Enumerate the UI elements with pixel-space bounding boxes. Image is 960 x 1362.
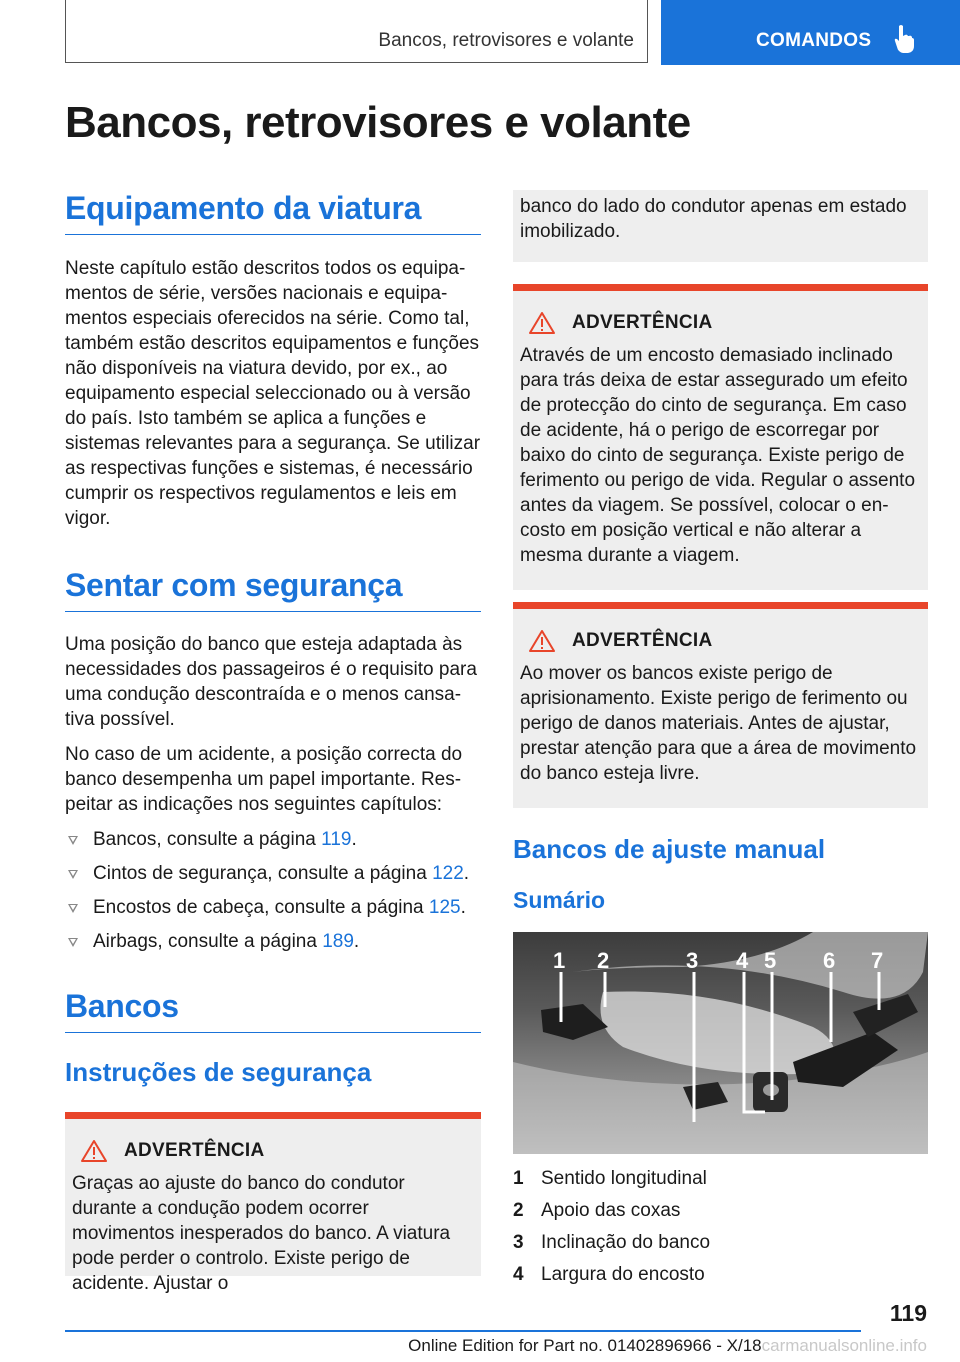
callout-label-2: 2 [597,948,610,973]
list-item: Airbags, consulte a página 189. [65,929,481,954]
header-tab-label: COMANDOS [756,30,872,51]
list-item: Encostos de cabeça, consulte a página 125. [65,895,481,920]
list-item: Bancos, consulte a página 119. [65,827,481,852]
header-section-box [65,0,648,63]
footer [0,1336,927,1356]
triangle-bullet-icon [68,836,78,845]
left-column [65,190,481,1294]
callout-legend [513,1166,928,1287]
chapter-references [65,827,481,954]
warning-title: ADVERTÊNCIA [124,1140,265,1161]
warning-box-1-continued [513,190,928,262]
triangle-bullet-icon [68,870,78,879]
seat-photo-illustration [513,932,928,1154]
warning-box-2 [513,284,928,590]
heading-equipment: Equipamento da viatura [65,190,481,235]
page-title: Bancos, retrovisores e volante [65,98,691,147]
callout-label-6: 6 [823,948,836,973]
callout-label-4: 4 [736,948,749,973]
warning-box-3 [513,602,928,808]
page-link[interactable]: 125 [428,897,461,918]
heading-summary: Sumário [513,887,606,913]
right-column [513,190,928,1294]
paragraph-sit-2: No caso de um acidente, a posição correcta do banco desempenha um papel importante. Respeitar as indicações nos seguintes capítulos: [65,744,463,815]
callout-label-5: 5 [764,948,777,973]
paragraph-sit-1: Uma posição do banco que esteja adaptada às necessidades dos passageiros é o requisito para uma condução descontraída e o menos cansativa possível. [65,634,477,730]
legend-item: 3 Inclinação do banco [513,1232,711,1253]
legend-item: 1 Sentido longitudinal [513,1168,707,1189]
callout-label-7: 7 [871,948,884,973]
triangle-bullet-icon [68,938,78,947]
warning-box-1 [65,1112,481,1294]
heading-safety-instructions: Instruções de segurança [65,1057,372,1087]
header-tab-comandos[interactable] [661,0,960,65]
callout-label-1: 1 [553,948,566,973]
warning-text-continued: banco do lado do condutor apenas em estado imobilizado. [520,196,907,242]
footer-watermark: carmanualsonline.info [761,1336,927,1355]
seat-controls-photo [513,932,928,1154]
legend-item: 4 Largura do encosto [513,1264,705,1285]
warning-title: ADVERTÊNCIA [572,312,713,333]
warning-text: Através de um encosto demasiado inclinado para trás deixa de estar assegurado um efeito de protecção do cinto de segurança. Em caso de acidente, há o perigo de escorregar por baixo do cinto de segurança. Existe perigo de ferimento ou perigo de vida. Regular o assento antes da viagem. Se possível, colocar o encosto em posição vertical e não alterar a mesma durante a viagem. [520,345,916,566]
footer-edition: Online Edition for Part no. 01402896966 - X/18 [408,1336,762,1355]
warning-text: Ao mover os bancos existe perigo de aprisionamento. Existe perigo de ferimento ou perigo de danos materiais. Antes de ajustar, prestar atenção para que a área de movimento do banco esteja livre. [520,663,917,784]
heading-sit-safely: Sentar com segurança [65,567,481,612]
warning-triangle-icon [80,1139,108,1163]
footer-divider [65,1330,861,1332]
warning-triangle-icon [528,629,556,653]
page-link[interactable]: 119 [321,829,352,850]
heading-seats: Bancos [65,988,481,1033]
header-section-title: Bancos, retrovisores e volante [378,30,634,51]
triangle-bullet-icon [68,904,78,913]
page-link[interactable]: 189 [322,931,354,952]
warning-title: ADVERTÊNCIA [572,630,713,651]
callout-label-3: 3 [686,948,699,973]
heading-manual-seats: Bancos de ajuste manual [513,834,826,864]
page-link[interactable]: 122 [432,863,464,884]
pointing-hand-icon [893,24,915,54]
warning-triangle-icon [528,311,556,335]
list-item: Cintos de segurança, consulte a página 122. [65,861,481,886]
page-number: 119 [889,1300,927,1326]
legend-item: 2 Apoio das coxas [513,1200,681,1221]
warning-text: Graças ao ajuste do banco do condutor durante a condução podem ocorrer movimentos inesperados do banco. A viatura pode perder o controlo. Existe perigo de acidente. Ajustar o [72,1173,451,1294]
paragraph-equipment: Neste capítulo estão descritos todos os equipamentos de série, versões nacionais e equipamentos especiais oferecidos na série. Como tal, também estão descritos equipamentos e funções não disponíveis na viatura devido, por ex., ao equipamento especial seleccionado ou à versão do país. Isto também se aplica a funções e sistemas relevantes para a segurança. Se utilizar as respectivas funções e sistemas, é necessário cumprir os respectivos regulamentos e leis em vigor. [65,258,481,529]
